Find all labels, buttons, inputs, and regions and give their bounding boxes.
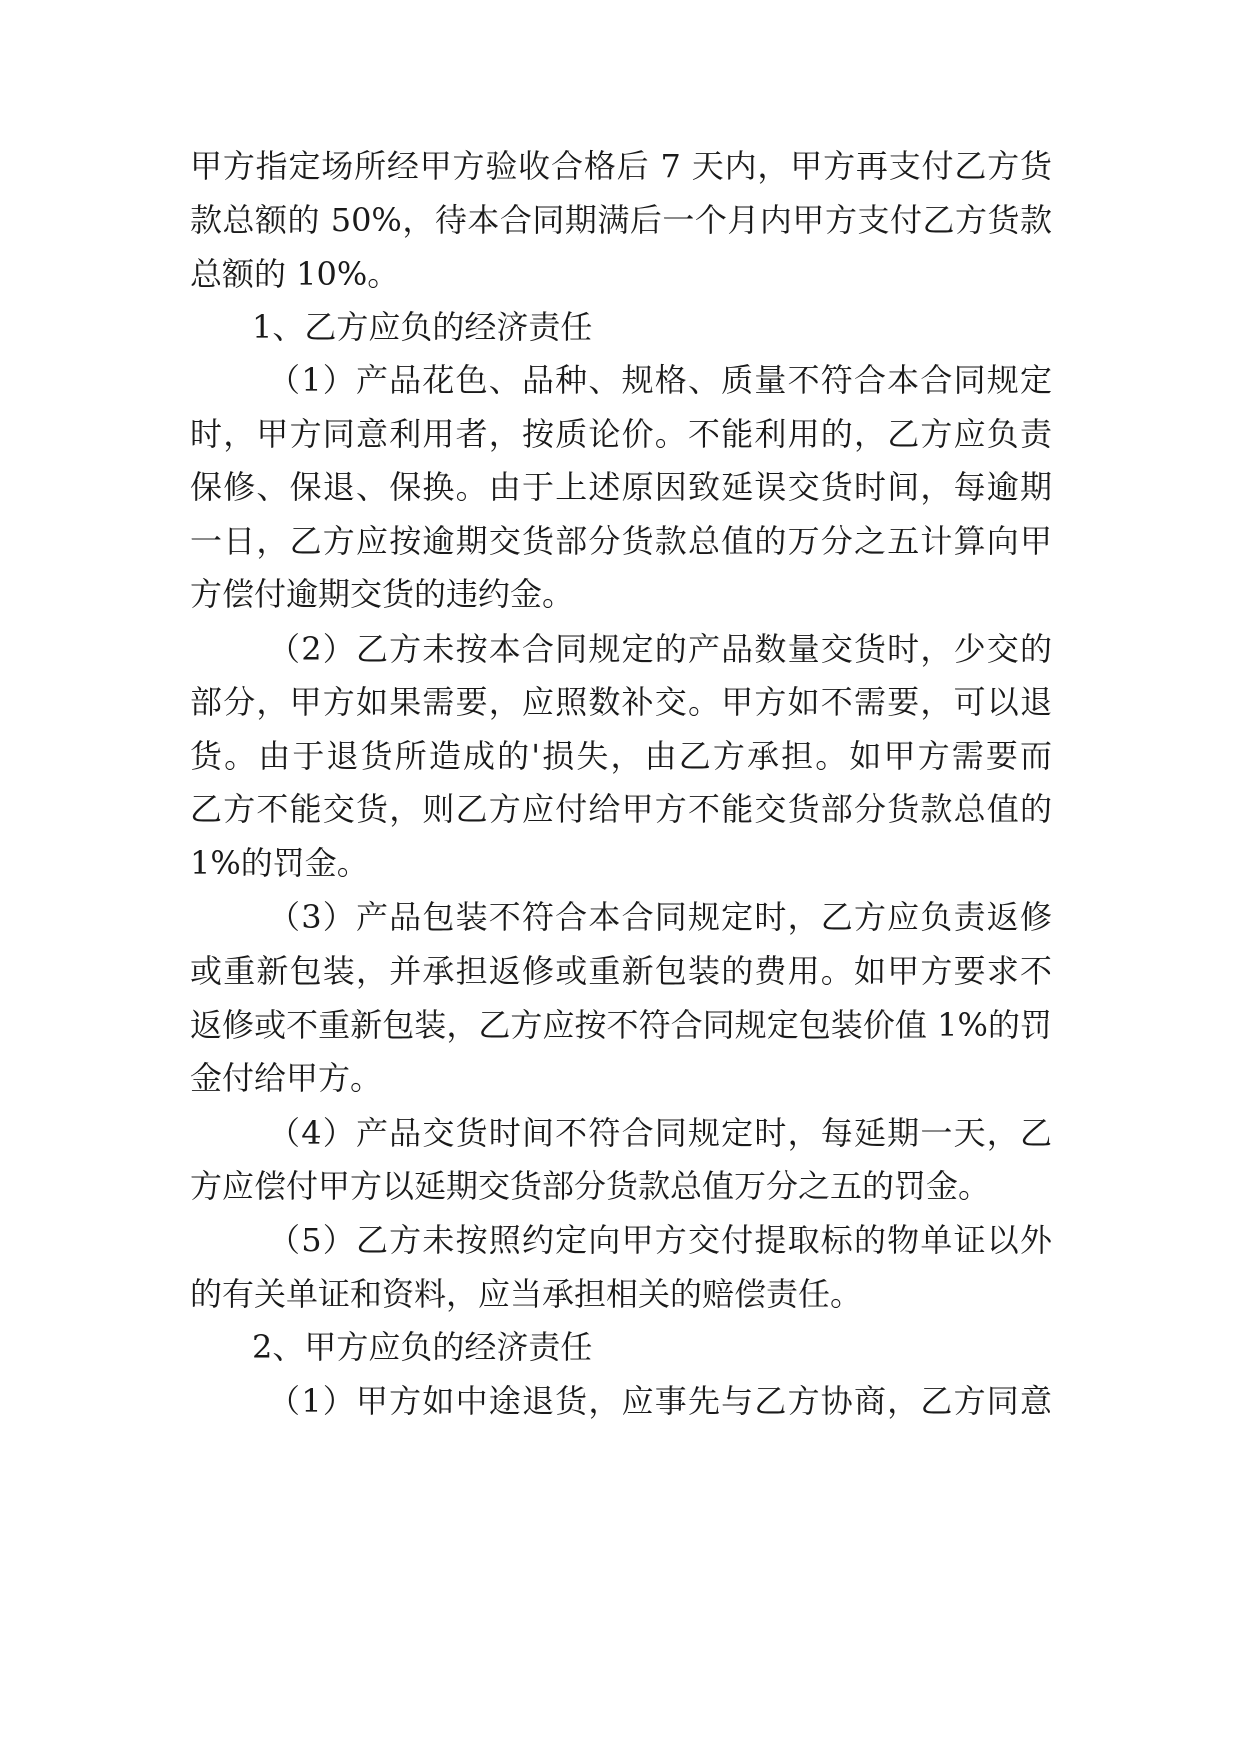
clause-first-line: （3）产品包装不符合本合同规定时，乙方应负责返修 [268, 898, 1052, 936]
clause-first-line: （5）乙方未按照约定向甲方交付提取标的物单证以外 [268, 1221, 1052, 1259]
text-line: 部分，甲方如果需要，应照数补交。甲方如不需要，可以退 [190, 683, 1052, 721]
text-line: 返修或不重新包装，乙方应按不符合同规定包装价值 1%的罚 [190, 1006, 1052, 1044]
clause-first-line: （4）产品交货时间不符合同规定时，每延期一天，乙 [268, 1114, 1052, 1152]
text-line: 甲方指定场所经甲方验收合格后 7 天内，甲方再支付乙方货 [190, 147, 1052, 185]
text-line: 保修、保退、保换。由于上述原因致延误交货时间，每逾期 [190, 468, 1052, 506]
section-heading: 1、乙方应负的经济责任 [252, 308, 593, 346]
text-line: 款总额的 50%，待本合同期满后一个月内甲方支付乙方货款 [190, 201, 1052, 239]
text-line: 乙方不能交货，则乙方应付给甲方不能交货部分货款总值的 [190, 790, 1052, 828]
text-line: 时，甲方同意利用者，按质论价。不能利用的，乙方应负责 [190, 415, 1052, 453]
text-line: 方偿付逾期交货的违约金。 [190, 575, 575, 613]
clause-first-line: （1）产品花色、品种、规格、质量不符合本合同规定 [268, 361, 1052, 399]
text-line: 或重新包装，并承担返修或重新包装的费用。如甲方要求不 [190, 952, 1052, 990]
text-line: 1%的罚金。 [190, 844, 369, 882]
text-line: 的有关单证和资料，应当承担相关的赔偿责任。 [190, 1275, 863, 1313]
clause-first-line: （1）甲方如中途退货，应事先与乙方协商，乙方同意 [268, 1382, 1052, 1420]
text-line: 金付给甲方。 [190, 1059, 383, 1097]
text-line: 方应偿付甲方以延期交货部分货款总值万分之五的罚金。 [190, 1167, 991, 1205]
clause-first-line: （2）乙方未按本合同规定的产品数量交货时，少交的 [268, 630, 1052, 668]
text-line: 一日，乙方应按逾期交货部分货款总值的万分之五计算向甲 [190, 522, 1052, 560]
section-heading: 2、甲方应负的经济责任 [252, 1328, 593, 1366]
text-line: 货。由于退货所造成的'损失，由乙方承担。如甲方需要而 [190, 737, 1052, 775]
text-line: 总额的 10%。 [190, 255, 400, 293]
